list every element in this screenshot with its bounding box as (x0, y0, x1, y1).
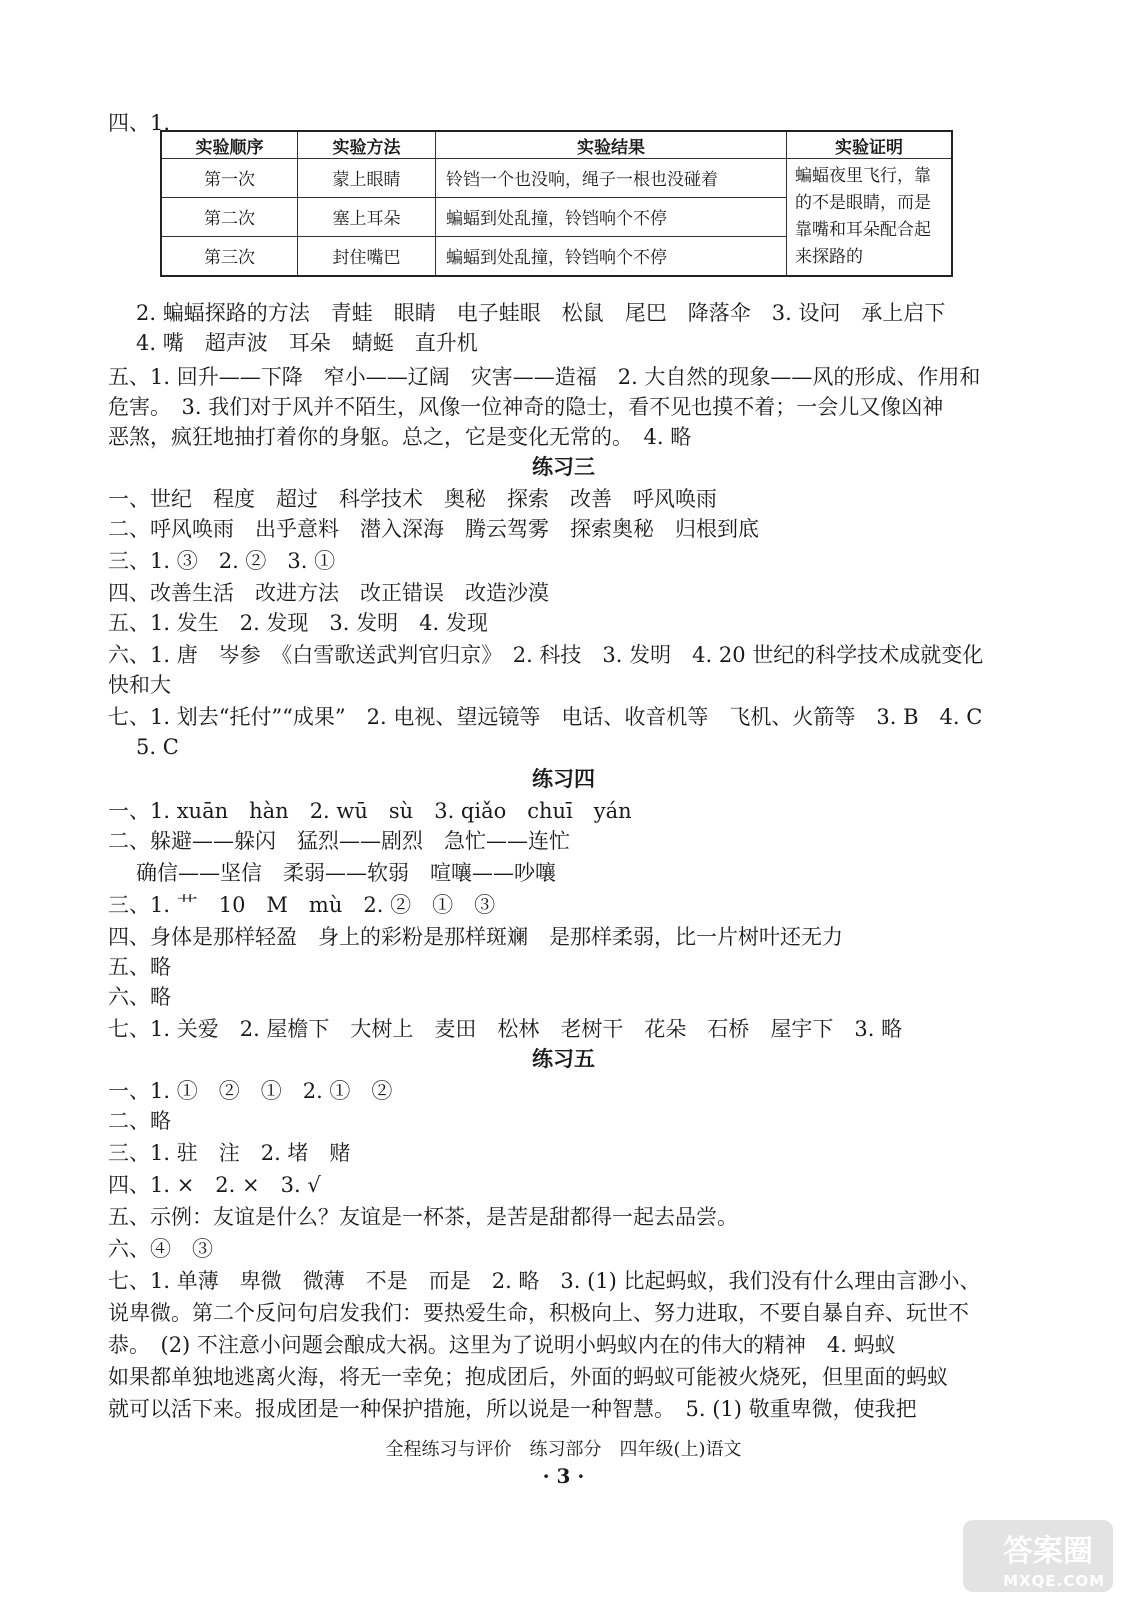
answer-line: 七、1. 关爱 2. 屋檐下 大树上 麦田 松林 老树干 花朵 石桥 屋宇下 3. 略 (108, 1017, 903, 1041)
table-cell-order: 第三次 (161, 236, 298, 276)
table-cell-result: 铃铛一个也没响，绳子一根也没碰着 (436, 159, 787, 198)
answer-line: 四、1. × 2. × 3. √ (108, 1173, 321, 1197)
table-cell-method: 塞上耳朵 (298, 197, 436, 236)
answer-line: 三、1. ③ 2. ② 3. ① (108, 549, 336, 573)
table-cell-method: 封住嘴巴 (298, 236, 436, 276)
answer-line: 恶煞，疯狂地抽打着你的身躯。总之，它是变化无常的。 4. 略 (108, 425, 692, 449)
watermark-logo: 答案圈 (1003, 1534, 1093, 1569)
section-four-label: 四、1. (108, 111, 171, 135)
answer-line: 六、略 (108, 985, 171, 1009)
table-cell-result: 蝙蝠到处乱撞，铃铛响个不停 (436, 236, 787, 276)
answer-line: 七、1. 单薄 卑微 微薄 不是 而是 2. 略 3. (1) 比起蚂蚁，我们没有什么理由言渺小、 (108, 1269, 981, 1293)
answer-line: 一、1. ① ② ① 2. ① ② (108, 1079, 393, 1103)
answer-line: 四、身体是那样轻盈 身上的彩粉是那样斑斓 是那样柔弱，比一片树叶还无力 (108, 925, 843, 949)
answer-line: 一、1. xuān hàn 2. wū sù 3. qiǎo chuī yán (108, 799, 632, 823)
table-cell-order: 第一次 (161, 159, 298, 198)
answer-line: 快和大 (108, 673, 171, 697)
answer-line: 六、1. 唐 岑参 《白雪歌送武判官归京》 2. 科技 3. 发明 4. 20 世纪的科学技术成就变化 (108, 643, 984, 667)
page-footer: 全程练习与评价 练习部分 四年级(上)语文 (385, 1439, 742, 1460)
table-header: 实验顺序 (161, 131, 298, 159)
page-number: · 3 · (542, 1464, 585, 1488)
table-row (161, 159, 952, 198)
answer-line: 五、1. 发生 2. 发现 3. 发明 4. 发现 (108, 611, 488, 635)
answer-line: 三、1. 驻 注 2. 堵 赌 (108, 1141, 351, 1165)
table-cell-proof: 蝙蝠夜里飞行，靠的不是眼睛，而是靠嘴和耳朵配合起来探路的 (787, 159, 953, 277)
answer-line: 说卑微。第二个反问句启发我们：要热爱生命，积极向上、努力进取，不要自暴自弃、玩世不 (108, 1301, 969, 1325)
answer-line: 四、改善生活 改进方法 改正错误 改造沙漠 (108, 581, 549, 605)
answer-line: 二、呼风唤雨 出乎意料 潜入深海 腾云驾雾 探索奥秘 归根到底 (108, 517, 759, 541)
experiment-table (160, 130, 953, 277)
table-header: 实验证明 (787, 131, 953, 159)
answer-line: 恭。 (2) 不注意小问题会酿成大祸。这里为了说明小蚂蚁内在的伟大的精神 4. 蚂蚁 (108, 1333, 896, 1357)
section-heading: 练习三 (532, 454, 595, 479)
table-cell-order: 第二次 (161, 197, 298, 236)
answer-line: 确信——坚信 柔弱——软弱 喧嚷——吵嚷 (136, 861, 556, 885)
section-heading: 练习五 (532, 1046, 595, 1071)
answer-line: 5. C (136, 735, 179, 759)
answer-line: 危害。 3. 我们对于风并不陌生，风像一位神奇的隐士，看不见也摸不着；一会儿又像凶神 (108, 395, 944, 419)
answer-line: 五、示例：友谊是什么？友谊是一杯茶，是苦是甜都得一起去品尝。 (108, 1205, 738, 1229)
table-cell-result: 蝙蝠到处乱撞，铃铛响个不停 (436, 197, 787, 236)
answer-line: 就可以活下来。报成团是一种保护措施，所以说是一种智慧。 5. (1) 敬重卑微，使我把 (108, 1397, 917, 1421)
answer-line: 五、1. 回升——下降 窄小——辽阔 灾害——造福 2. 大自然的现象——风的形成、作用和 (108, 365, 981, 389)
table-header-row (161, 131, 952, 159)
table-header: 实验结果 (436, 131, 787, 159)
table-header: 实验方法 (298, 131, 436, 159)
answer-line: 4. 嘴 超声波 耳朵 蜻蜓 直升机 (136, 331, 478, 355)
answer-line: 五、略 (108, 955, 171, 979)
answer-line: 二、躲避——躲闪 猛烈——剧烈 急忙——连忙 (108, 829, 570, 853)
answer-line: 2. 蝙蝠探路的方法 青蛙 眼睛 电子蛙眼 松鼠 尾巴 降落伞 3. 设问 承上启下 (136, 301, 946, 325)
answer-line: 如果都单独地逃离火海，将无一幸免；抱成团后，外面的蚂蚁可能被火烧死，但里面的蚂蚁 (108, 1365, 948, 1389)
answer-line: 三、1. 艹 10 M mù 2. ② ① ③ (108, 893, 496, 917)
table-cell-method: 蒙上眼睛 (298, 159, 436, 198)
answer-line: 七、1. 划去“托付”“成果” 2. 电视、望远镜等 电话、收音机等 飞机、火箭等 3. B 4. C (108, 705, 983, 729)
section-heading: 练习四 (532, 766, 595, 791)
answer-line: 二、略 (108, 1109, 171, 1133)
answer-line: 六、④ ③ (108, 1237, 213, 1261)
answer-line: 一、世纪 程度 超过 科学技术 奥秘 探索 改善 呼风唤雨 (108, 487, 717, 511)
watermark-text: MXQE.COM (1003, 1572, 1105, 1590)
